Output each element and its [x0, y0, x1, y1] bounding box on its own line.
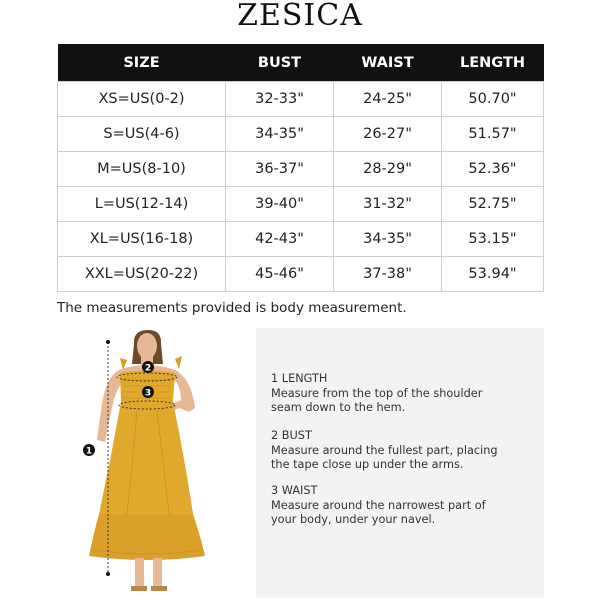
- svg-text:2: 2: [144, 363, 152, 374]
- table-row: [58, 117, 544, 152]
- cell-waist: 28-29": [334, 152, 442, 187]
- guide-length-line: Measure from the top of the shoulder: [271, 386, 483, 400]
- guide-waist-line: Measure around the narrowest part of: [271, 498, 486, 512]
- cell-size: S=US(4-6): [58, 117, 226, 152]
- guide-waist: [271, 484, 536, 528]
- header-length: LENGTH: [442, 44, 544, 82]
- cell-length: 52.75": [442, 187, 544, 222]
- cell-waist: 24-25": [334, 82, 442, 117]
- guide-bust-title: 2 BUST: [271, 429, 312, 442]
- cell-size: L=US(12-14): [58, 187, 226, 222]
- model-photo: [57, 330, 247, 600]
- size-chart-table: [57, 44, 544, 292]
- cell-waist: 31-32": [334, 187, 442, 222]
- measurement-guide-panel: [256, 328, 544, 598]
- cell-bust: 36-37": [226, 152, 334, 187]
- table-row: [58, 222, 544, 257]
- cell-length: 50.70": [442, 82, 544, 117]
- header-bust: BUST: [226, 44, 334, 82]
- guide-waist-title: 3 WAIST: [271, 484, 318, 497]
- cell-size: XXL=US(20-22): [58, 257, 226, 292]
- cell-length: 52.36": [442, 152, 544, 187]
- table-row: [58, 82, 544, 117]
- cell-length: 53.15": [442, 222, 544, 257]
- cell-bust: 34-35": [226, 117, 334, 152]
- guide-length-title: 1 LENGTH: [271, 372, 328, 385]
- measurement-note: The measurements provided is body measurement.: [57, 300, 407, 316]
- table-row: [58, 152, 544, 187]
- cell-bust: 39-40": [226, 187, 334, 222]
- table-header-row: [58, 44, 544, 82]
- svg-text:1: 1: [85, 446, 93, 457]
- guide-bust-line: Measure around the fullest part, placing: [271, 443, 498, 457]
- cell-bust: 45-46": [226, 257, 334, 292]
- header-size: SIZE: [58, 44, 226, 82]
- cell-bust: 42-43": [226, 222, 334, 257]
- cell-size: XS=US(0-2): [58, 82, 226, 117]
- guide-bust-line: the tape close up under the arms.: [271, 458, 464, 471]
- table-row: [58, 187, 544, 222]
- guide-bust: [271, 429, 536, 473]
- cell-bust: 32-33": [226, 82, 334, 117]
- guide-length: [271, 372, 536, 416]
- cell-size: M=US(8-10): [58, 152, 226, 187]
- table-row: [58, 257, 544, 292]
- guide-waist-line: your body, under your navel.: [271, 513, 436, 526]
- cell-length: 53.94": [442, 257, 544, 292]
- brand-logo: ZESICA: [237, 0, 363, 33]
- cell-length: 51.57": [442, 117, 544, 152]
- cell-size: XL=US(16-18): [58, 222, 226, 257]
- cell-waist: 37-38": [334, 257, 442, 292]
- cell-waist: 34-35": [334, 222, 442, 257]
- svg-text:3: 3: [144, 388, 152, 399]
- cell-waist: 26-27": [334, 117, 442, 152]
- marker-length: [83, 444, 95, 457]
- header-waist: WAIST: [334, 44, 442, 82]
- guide-length-line: seam down to the hem.: [271, 401, 406, 414]
